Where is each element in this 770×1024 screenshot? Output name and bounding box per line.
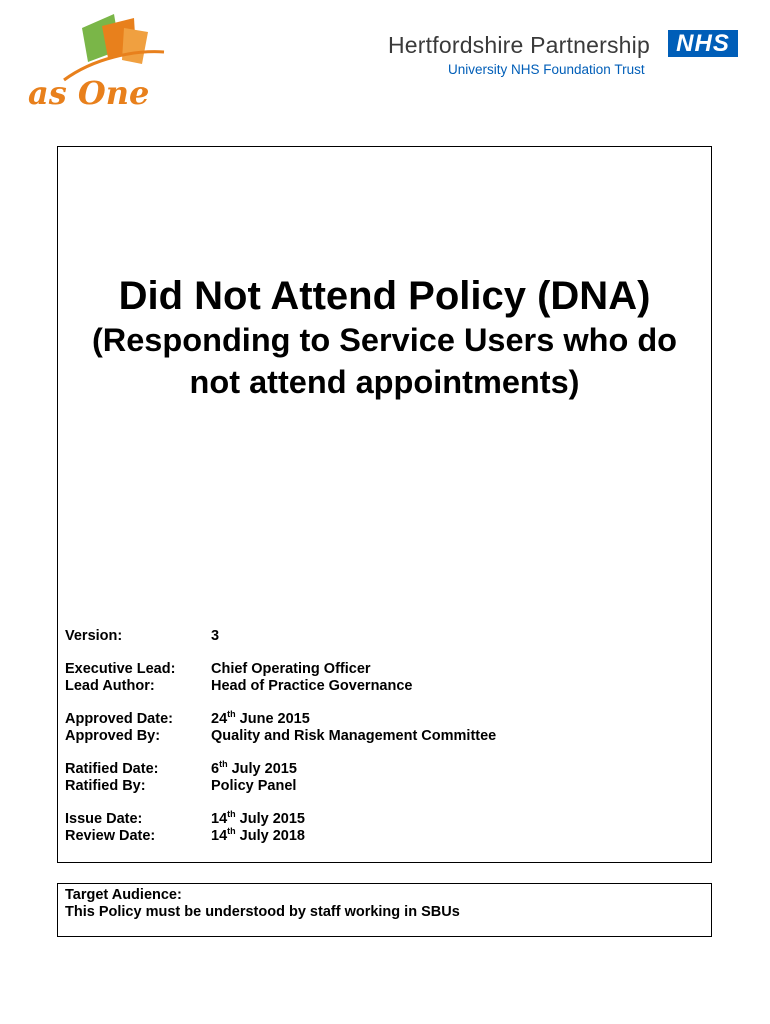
approved-by-label: Approved By: xyxy=(65,728,161,744)
ratified-date-rest: July 2015 xyxy=(227,761,297,777)
org-subtitle: University NHS Foundation Trust xyxy=(448,62,645,77)
issue-date-label: Issue Date: xyxy=(65,811,143,827)
policy-metadata xyxy=(65,628,695,861)
target-audience-box xyxy=(57,883,712,937)
ratified-date-day: 6 xyxy=(211,761,220,777)
exec-lead-value: Chief Operating Officer xyxy=(211,661,371,677)
issue-date-value xyxy=(211,811,695,828)
approved-date-value xyxy=(211,711,695,728)
approved-date-suffix: th xyxy=(227,709,236,720)
version-value: 3 xyxy=(211,628,220,644)
version-label: Version: xyxy=(65,628,123,644)
review-date-rest: July 2018 xyxy=(235,828,305,844)
review-date-value xyxy=(211,828,695,845)
ratified-date-row xyxy=(65,761,695,778)
issue-date-day: 14 xyxy=(211,811,228,827)
issue-date-suffix: th xyxy=(227,809,236,820)
issue-date-row xyxy=(65,811,695,828)
approved-by-row xyxy=(65,728,695,745)
approved-date-label: Approved Date: xyxy=(65,711,173,727)
lead-author-row xyxy=(65,678,695,695)
svg-text:as One: as One xyxy=(28,74,150,110)
asone-logo xyxy=(24,10,174,110)
ratified-by-row xyxy=(65,778,695,795)
approved-date-day: 24 xyxy=(211,711,228,727)
lead-group xyxy=(65,661,695,695)
org-name: Hertfordshire Partnership xyxy=(388,32,650,58)
ratified-date-suffix: th xyxy=(219,759,228,770)
review-date-row xyxy=(65,828,695,845)
nhs-logo: NHS xyxy=(668,30,738,57)
lead-author-value: Head of Practice Governance xyxy=(211,678,413,694)
approved-date-row xyxy=(65,711,695,728)
ratification-group xyxy=(65,761,695,795)
ratified-date-value xyxy=(211,761,695,778)
review-date-day: 14 xyxy=(211,828,228,844)
policy-cover-box xyxy=(57,146,712,863)
approval-group xyxy=(65,711,695,745)
dates-group xyxy=(65,811,695,845)
ratified-date-label: Ratified Date: xyxy=(65,761,159,777)
exec-lead-row xyxy=(65,661,695,678)
document-title: Did Not Attend Policy (DNA) xyxy=(118,274,651,318)
approved-by-value: Quality and Risk Management Committee xyxy=(211,728,497,744)
review-date-suffix: th xyxy=(227,826,236,837)
ratified-by-value: Policy Panel xyxy=(211,778,297,794)
exec-lead-label: Executive Lead: xyxy=(65,661,176,677)
issue-date-rest: July 2015 xyxy=(235,811,305,827)
audience-label: Target Audience: xyxy=(65,887,182,903)
version-row xyxy=(65,628,695,645)
review-date-label: Review Date: xyxy=(65,828,156,844)
approved-date-rest: June 2015 xyxy=(235,711,310,727)
ratified-by-label: Ratified By: xyxy=(65,778,146,794)
nhs-trust-header xyxy=(388,30,738,80)
version-group xyxy=(65,628,695,645)
document-subtitle: (Responding to Service Users who do not attend appointments) xyxy=(91,322,678,400)
lead-author-label: Lead Author: xyxy=(65,678,155,694)
audience-text: This Policy must be understood by staff working in SBUs xyxy=(65,904,460,920)
